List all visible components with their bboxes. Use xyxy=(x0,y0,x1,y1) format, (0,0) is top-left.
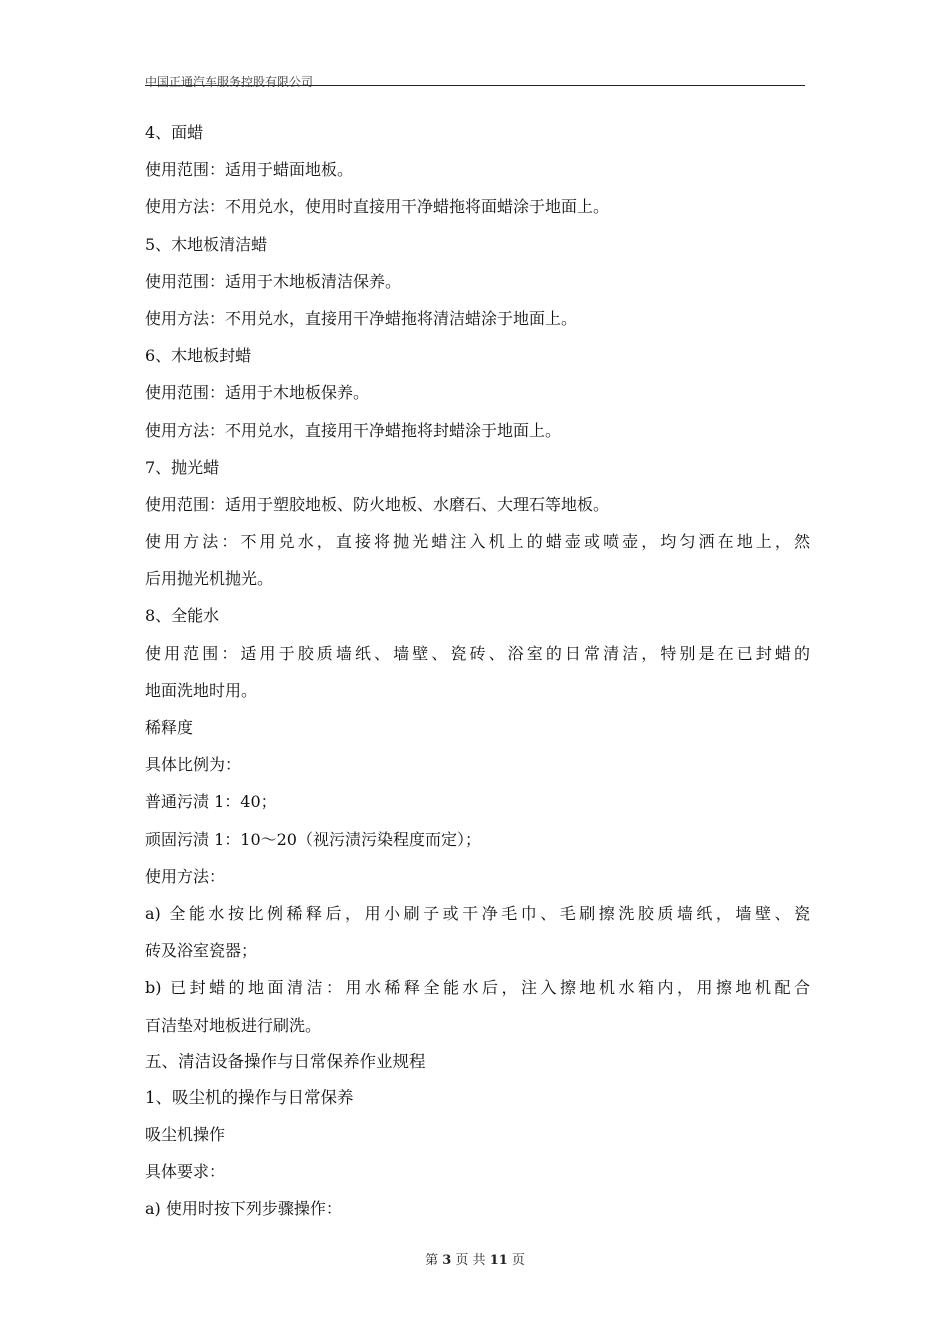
header-company-name: 中国正通汽车服务控股有限公司 xyxy=(145,75,314,89)
section-heading-face-wax: 4、面蜡 xyxy=(145,123,204,142)
document-body xyxy=(145,114,810,1227)
section-heading-all-purpose-cleaner: 8、全能水 xyxy=(145,606,220,626)
paragraph-line: 百洁垫对地板进行刷洗。 xyxy=(145,1015,322,1035)
footer-prefix: 第 xyxy=(425,1253,439,1268)
paragraph-line: 具体要求： xyxy=(145,1161,226,1181)
paragraph-line: 使用方法： xyxy=(145,866,226,886)
paragraph-line: 具体比例为： xyxy=(145,755,242,775)
paragraph-line: 使用方法：不用兑水，直接将抛光蜡注入机上的蜡壶或喷壶，均匀洒在地上，然 xyxy=(145,532,810,552)
paragraph-line: 砖及浴室瓷器； xyxy=(145,941,258,961)
current-page-number: 3 xyxy=(442,1253,452,1268)
list-item-b: b) 已封蜡的地面清洁：用水稀释全能水后，注入擦地机水箱内，用擦地机配合 xyxy=(145,978,810,998)
chapter-heading: 五、清洁设备操作与日常保养作业规程 xyxy=(145,1051,426,1071)
list-item-a: a) 全能水按比例稀释后，用小刷子或干净毛巾、毛刷擦洗胶质墙纸，墙壁、瓷 xyxy=(145,903,810,923)
paragraph-line: 吸尘机操作 xyxy=(145,1124,226,1144)
paragraph-line: 普通污渍 1：40； xyxy=(145,792,277,812)
paragraph-line: 使用范围：适用于蜡面地板。 xyxy=(145,160,354,180)
paragraph-line: 顽固污渍 1：10～20（视污渍污染程度而定）； xyxy=(145,829,481,849)
page-header xyxy=(145,71,805,89)
paragraph-line: 使用方法：不用兑水，直接用干净蜡拖将清洁蜡涂于地面上。 xyxy=(145,308,578,328)
paragraph-line: 使用范围：适用于木地板保养。 xyxy=(145,383,370,403)
section-heading-vacuum: 1、吸尘机的操作与日常保养 xyxy=(145,1087,354,1107)
paragraph-line: 使用方法：不用兑水，使用时直接用干净蜡拖将面蜡涂于地面上。 xyxy=(145,197,610,217)
footer-suffix: 页 xyxy=(511,1253,525,1268)
footer-middle: 页 共 xyxy=(455,1253,486,1268)
paragraph-line: 地面洗地时用。 xyxy=(145,680,258,700)
list-item-a: a) 使用时按下列步骤操作： xyxy=(145,1199,342,1219)
section-heading-wood-floor-cleaning-wax: 5、木地板清洁蜡 xyxy=(145,234,268,254)
section-heading-polishing-wax: 7、抛光蜡 xyxy=(145,457,220,477)
page-footer xyxy=(0,1249,950,1268)
paragraph-line: 使用方法：不用兑水，直接用干净蜡拖将封蜡涂于地面上。 xyxy=(145,420,562,440)
paragraph-line: 使用范围：适用于塑胶地板、防火地板、水磨石、大理石等地板。 xyxy=(145,494,610,514)
paragraph-line: 稀释度 xyxy=(145,718,194,737)
total-page-count: 11 xyxy=(489,1253,508,1268)
paragraph-line: 使用范围：适用于木地板清洁保养。 xyxy=(145,271,402,291)
section-heading-wood-floor-sealing-wax: 6、木地板封蜡 xyxy=(145,346,252,366)
paragraph-line: 后用抛光机抛光。 xyxy=(145,569,274,589)
paragraph-line: 使用范围：适用于胶质墙纸、墙壁、瓷砖、浴室的日常清洁，特别是在已封蜡的 xyxy=(145,643,810,663)
